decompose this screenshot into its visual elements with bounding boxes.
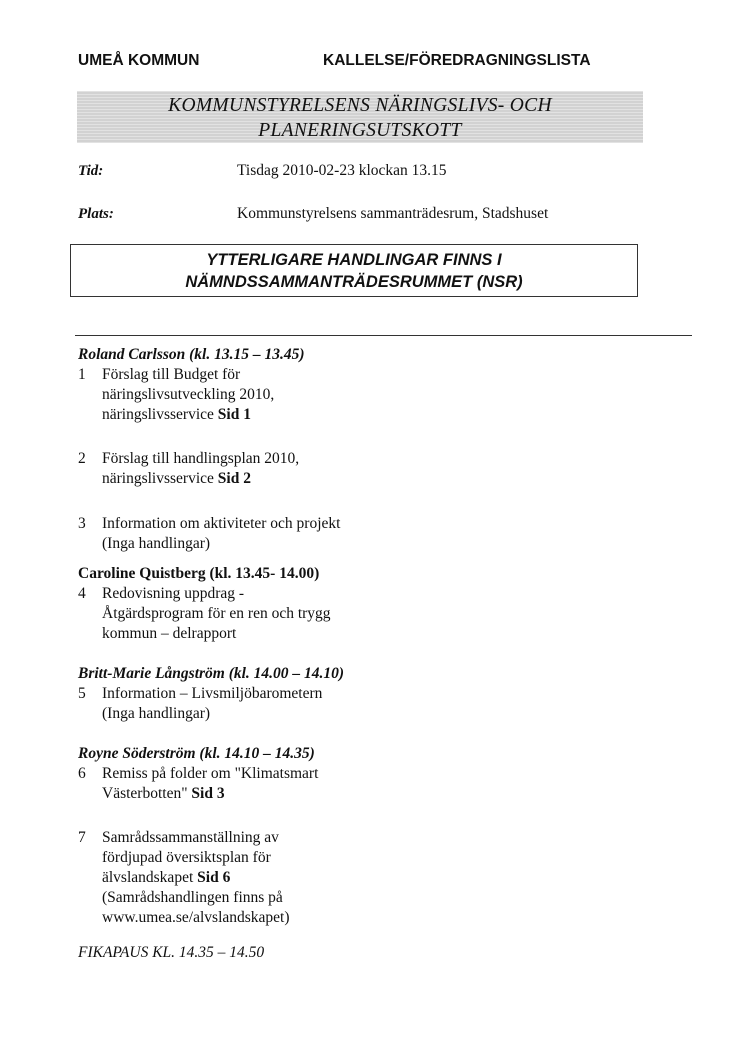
item-number: 6: [78, 765, 86, 782]
divider: [75, 335, 692, 336]
page-ref: Sid 6: [197, 869, 231, 886]
item-line: Samrådssammanställning av: [102, 829, 279, 846]
item-line: www.umea.se/alvslandskapet): [102, 909, 290, 926]
banner-line-1: KOMMUNSTYRELSENS NÄRINGSLIVS- OCH: [168, 95, 552, 116]
page-ref: Sid 1: [217, 406, 251, 423]
item-line: Redovisning uppdrag -: [102, 585, 245, 602]
agenda-section-4: [78, 744, 698, 928]
agenda-section-3: [78, 664, 698, 724]
agenda-section-1: [78, 345, 698, 554]
committee-banner: [77, 91, 643, 143]
document-type: KALLELSE/FÖREDRAGNINGSLISTA: [323, 52, 591, 69]
agenda-section-2: [78, 564, 698, 644]
item-line: Förslag till Budget för: [102, 366, 241, 383]
organization-name: UMEÅ KOMMUN: [78, 52, 200, 69]
item-line: näringslivsutveckling 2010,: [102, 386, 275, 403]
banner-line-2: PLANERINGSUTSKOTT: [258, 120, 462, 141]
agenda-item-1: [78, 365, 698, 425]
agenda-item-7: [78, 828, 698, 928]
place-label: Plats:: [78, 206, 114, 222]
time-label: Tid:: [78, 163, 104, 179]
time-value: Tisdag 2010-02-23 klockan 13.15: [237, 162, 447, 179]
agenda-item-5: [78, 684, 698, 724]
item-number: 1: [78, 366, 86, 383]
item-line: Åtgärdsprogram för en ren och trygg: [102, 605, 331, 622]
item-line: näringslivsservice: [102, 470, 218, 487]
item-line: kommun – delrapport: [102, 625, 237, 642]
item-line: älvslandskapet: [102, 869, 198, 886]
notice-box: [70, 244, 638, 297]
item-line: (Inga handlingar): [102, 535, 211, 552]
page-ref: Sid 2: [217, 470, 251, 487]
item-number: 3: [78, 515, 86, 532]
item-number: 7: [78, 829, 86, 846]
item-number: 5: [78, 685, 86, 702]
item-line: näringslivsservice: [102, 406, 218, 423]
speaker-heading: Royne Söderström (kl. 14.10 – 14.35): [78, 745, 315, 762]
place-value: Kommunstyrelsens sammanträdesrum, Stadshuset: [237, 205, 549, 222]
speaker-heading: Caroline Quistberg (kl. 13.45- 14.00): [78, 565, 320, 582]
coffee-break: FIKAPAUS KL. 14.35 – 14.50: [78, 944, 265, 961]
item-number: 2: [78, 450, 86, 467]
item-line: Förslag till handlingsplan 2010,: [102, 450, 300, 467]
item-number: 4: [78, 585, 86, 602]
agenda-item-4: [78, 584, 698, 644]
agenda-item-6: [78, 764, 698, 804]
page-ref: Sid 3: [191, 785, 225, 802]
item-line: Västerbotten": [102, 785, 192, 802]
item-line: fördjupad översiktsplan för: [102, 849, 271, 866]
item-line: Information om aktiviteter och projekt: [102, 515, 341, 532]
notice-line-1: YTTERLIGARE HANDLINGAR FINNS I: [206, 251, 502, 269]
speaker-heading: Britt-Marie Långström (kl. 14.00 – 14.10): [78, 665, 345, 682]
item-line: (Samrådshandlingen finns på: [102, 889, 283, 906]
agenda-item-3: [78, 514, 698, 554]
item-line: Remiss på folder om "Klimatsmart: [102, 765, 319, 782]
notice-line-2: NÄMNDSSAMMANTRÄDESRUMMET (NSR): [185, 273, 523, 291]
speaker-heading: Roland Carlsson (kl. 13.15 – 13.45): [78, 346, 305, 363]
item-line: (Inga handlingar): [102, 705, 211, 722]
item-line: Information – Livsmiljöbarometern: [102, 685, 323, 702]
agenda-item-2: [78, 449, 698, 489]
